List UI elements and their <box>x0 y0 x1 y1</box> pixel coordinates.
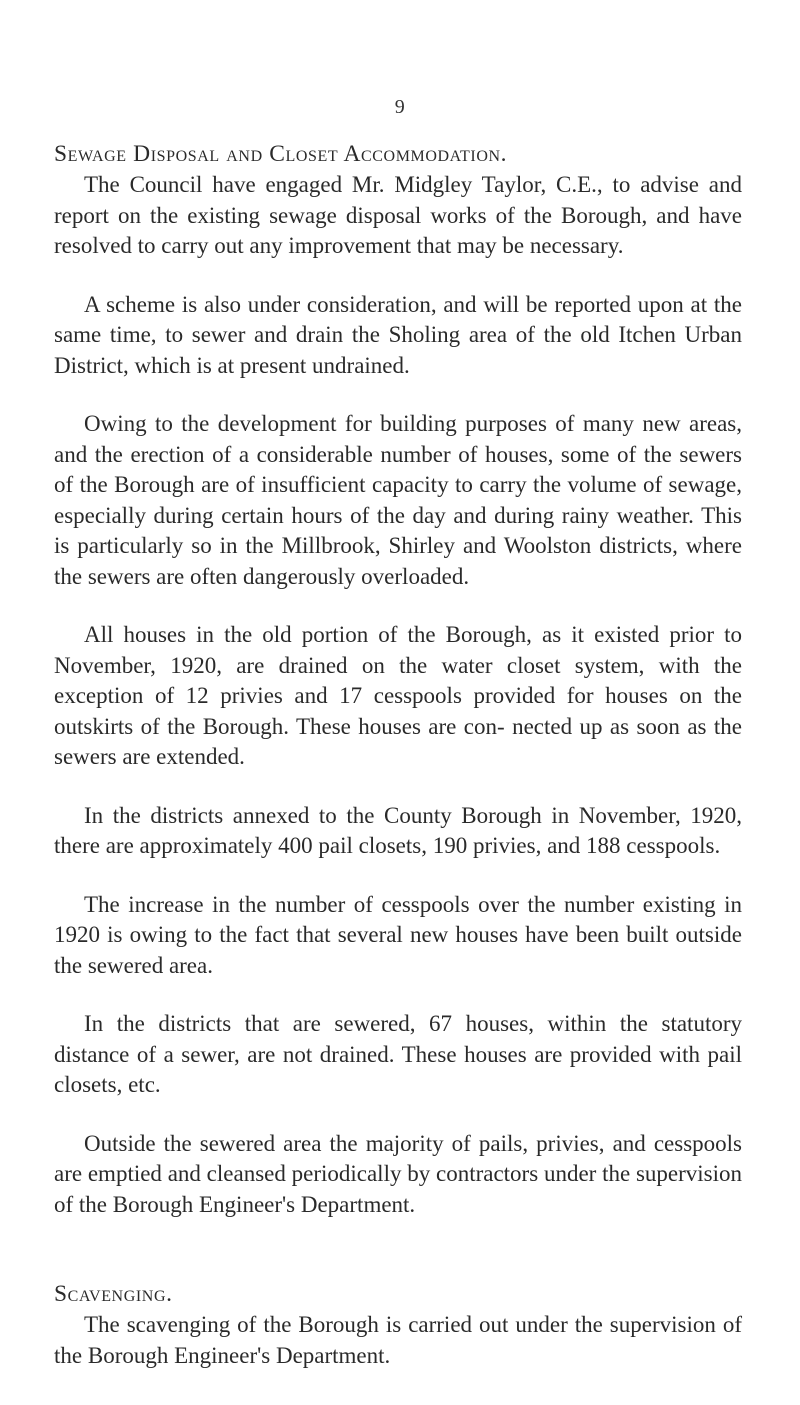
page-number: 9 <box>394 96 406 118</box>
paragraph: A scheme is also under consideration, and will be reported upon at the same time, to sewer and drain the Sholing area of the old Itchen Urban District, which is at present undrained. <box>54 291 742 378</box>
section-heading-sewage: Sewage Disposal and Closet Accommodation. <box>54 141 508 167</box>
paragraph: In the districts that are sewered, 67 houses, within the statutory distance of a sewer, are not drained. These houses are provided with pail closets, etc. <box>54 1011 742 1097</box>
paragraph: The scavenging of the Borough is carried out under the supervision of the Borough Engineer's Department. <box>54 1312 742 1368</box>
document-body <box>54 126 742 1371</box>
paragraph: Outside the sewered area the majority of pails, privies, and cesspools are emptied and cleansed periodically by contractors under the supervision of the Borough Engineer's Department. <box>54 1130 742 1217</box>
paragraph: In the districts annexed to the County Borough in November, 1920, there are approximately 400 pail closets, 190 privies, and 188 cesspools. <box>54 802 742 858</box>
paragraph: The increase in the number of cesspools over the number existing in 1920 is owing to the fact that several new houses have been built outside the sewered area. <box>54 891 742 978</box>
paragraph: The Council have engaged Mr. Midgley Taylor, C.E., to advise and report on the existing sewage disposal works of the Borough, and have resolved to carry out any improvement that may be necessary. <box>54 172 742 258</box>
paragraph: Owing to the development for building purposes of many new areas, and the erection of a considerable number of houses, some of the sewers of the Borough are of insufficient capacity to carry the volume of sewage, especially during certain hours of the day and during rainy weather. This is particularly so in the Millbrook, Shirley and Woolston districts, where the sewers are often dangerously overloaded. <box>54 411 742 589</box>
paragraph: All houses in the old portion of the Borough, as it existed prior to November, 1920, are drained on the water closet system, with the exception of 12 privies and 17 cesspools provided for houses on the outskirts of the Borough. These houses are con- nected up as soon as the sewers are extended. <box>54 622 742 769</box>
section-heading-scavenging: Scavenging. <box>54 1281 173 1307</box>
